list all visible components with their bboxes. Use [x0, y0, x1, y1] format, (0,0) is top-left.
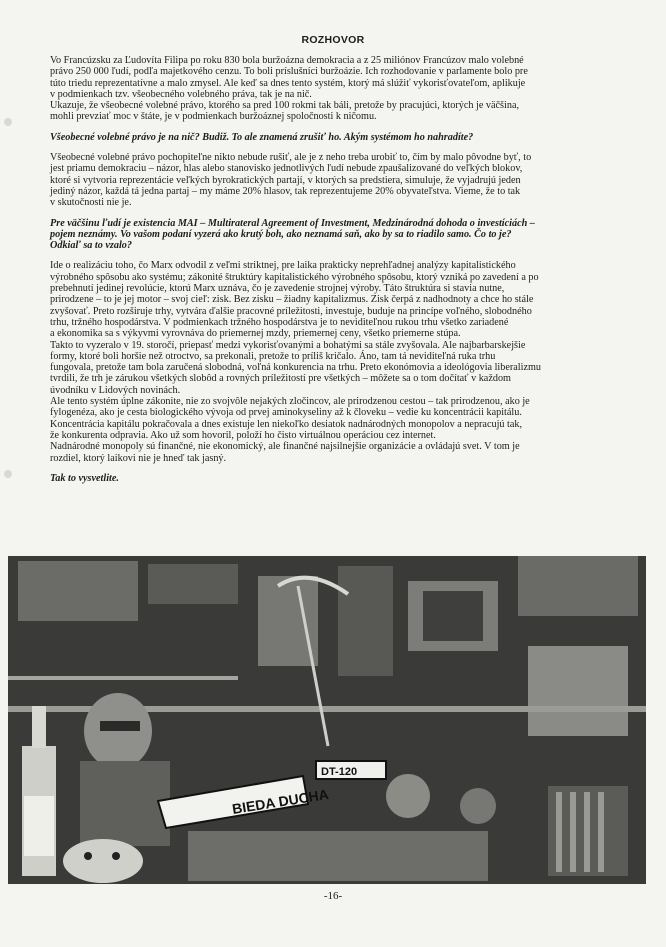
text-line: tvrdili, že trh je zárukou všetkých slobôd a rovných príležitostí pre všetkých – môžete sa o tom dočítať v každom — [50, 373, 511, 385]
cartoon-illustration — [8, 556, 646, 884]
paragraph-gap — [50, 209, 616, 218]
text-line: že konkurenta odpravia. Ako už som hovoril, položí ho čisto virtuálnou operáciou cez internet. — [50, 429, 436, 441]
section-header: ROZHOVOR — [301, 34, 365, 46]
text-line: Ale tento systém úplne zákonite, nie zo svojvôle nejakých zločincov, ale prirodzenou cestou – tak prirodzenou, ako je — [50, 396, 530, 408]
text-line: jediný názor, každá tá jedna partaj – my máme 20% hlasov, tak reprezentujeme 20% obyvateľstva. Vieme, že to tak — [50, 185, 521, 197]
text-line: úvodníku v Lidových novinách. — [50, 384, 181, 396]
text-line: Takto to vyzeralo v 19. storočí, priepasť medzi vykorisťovanými a bohatými sa stále zvyšovala. Ale najbarbarskejšie — [50, 339, 526, 351]
text-line: Všeobecné volebné právo je na nič? Budiž. To ale znamená zrušiť ho. Akým systémom ho nahradíte? — [50, 131, 474, 143]
article-body — [50, 55, 616, 484]
text-line: Odkiaľ sa to vzalo? — [50, 240, 132, 252]
text-line: a ekonomika sa s výkyvmi vyrovnáva do priemernej mzdy, priemernej ceny, všetko priemerne stúpa. — [50, 328, 461, 340]
text-line: Koncentrácia kapitálu pokračovala a dnes existuje len niekoľko desiatok nadnárodných monopolov a nepracujú tak, — [50, 418, 523, 430]
text-line: v podmienkach tzv. všeobecného volebného práva, tak je na nič. — [50, 88, 312, 100]
punch-hole-mark — [4, 118, 12, 126]
text-line: jest priamu demokraciu – názor, hlas alebo stanovisko jednotlivých ľudí nebude zpaušalizované do veľkých blokov, — [50, 163, 523, 175]
text-line: rozdiel, ktorý laikovi nie je hneď tak jasný. — [50, 452, 227, 464]
text-line: túto triedu reprezentatívne a malo zmysel. Ale keď sa dnes tento systém, ktorý má slúžiť vykorisťovateľom, aplikuje — [50, 77, 526, 89]
text-line: Ukazuje, že všeobecné volebné právo, ktorého sa pred 100 rokmi tak báli, pretože by pracujúci, ktorých je väčšina, — [50, 100, 520, 112]
text-line: zvyšovať. Preto rozširuje trhy, vytvára ďalšie pracovné príležitosti, investuje, buduje na princípe voľného, slobodného — [50, 305, 532, 317]
text-line: pojem neznámy. Vo vašom podaní vyzerá ako krutý boh, ako neznamá saň, ako by sa to riadilo samo. Čo to je? — [50, 228, 512, 240]
text-line: trhu, tržného hospodárstva. V podmienkach tržného hospodárstva je to neviditeľnou rukou trhu všetko zariadené — [50, 316, 509, 328]
text-line: výrobného spôsobu ako systému; zákonité štruktúry kapitalistického výrobného spôsobu, ktorý vzniká po zavedení a po — [50, 271, 539, 283]
text-line: právo 250 000 ľudí, podľa majetkového cenzu. To boli príslušníci buržoázie. Ich rozhodovanie v parlamente bolo pre — [50, 66, 528, 78]
answer-paragraph — [50, 152, 616, 208]
text-line: mohli prevziať moc v štáte, je v podmienkach buržoáznej spoločnosti k ničomu. — [50, 111, 377, 123]
answer-paragraph — [50, 260, 616, 463]
text-line: Nadnárodné monopoly sú finančné, nie ekonomický, ale finančné najsilnejšie organizácie a ovládajú svet. V tom je — [50, 441, 520, 453]
interview-question — [50, 132, 616, 143]
punch-hole-mark — [4, 470, 12, 478]
answer-paragraph — [50, 55, 616, 123]
text-line: fylogenéza, ako je cesta biologického vývoja od prvej aminokyseliny až k človeku – vedie ku koncentrácii kapitálu. — [50, 407, 522, 419]
text-line: ktoré si vytvoria reprezentácie veľkých byrokratických partají, v ktorých sa predstiera, simuluje, že vyjadrujú jeden — [50, 174, 521, 186]
text-line: Tak to vysvetlite. — [50, 472, 119, 484]
text-line: Ide o realizáciu toho, čo Marx odvodil z veľmi striktnej, pre laika prakticky neprehľadnej analýzy kapitalistického — [50, 260, 516, 272]
interview-question — [50, 473, 616, 484]
text-line: prirodzene – to je jej motor – svoj cieľ: zisk. Bez zisku – žiadny kapitalizmus. Zisk čerpá z nadhodnoty a chce ho stále — [50, 294, 534, 306]
cartoon-plate-text: DT-120 — [321, 766, 358, 778]
text-line: prebehnutí jedinej revolúcie, ktorú Marx uznáva, čo je zavedenie strojnej výroby. Táto štruktúra si stavia nutne, — [50, 283, 505, 295]
text-line: Pre väčšinu ľudí je existencia MAI – Multirateral Agreement of Investment, Medzinárodná dohoda o investíciách – — [50, 217, 535, 229]
text-line: fungovala, pretože tam bola zaručená slobodná, voľná konkurencia na trhu. Preto ekonómovia a ideológovia liberalizmu — [50, 362, 541, 374]
paragraph-gap — [50, 251, 616, 260]
text-line: Všeobecné volebné právo pochopiteľne nikto nebude rušiť, ale je z neho treba urobiť to, čím by malo pôvodne byť, to — [50, 152, 532, 164]
text-line: Vo Francúzsku za Ľudovíta Filipa po roku 830 bola buržoázna demokracia a z 25 miliónov Francúzov malo volebné — [50, 55, 524, 66]
text-line: v skutočnosti nie je. — [50, 197, 132, 209]
paragraph-gap — [50, 123, 616, 132]
page-number: -16- — [323, 890, 343, 902]
paragraph-gap — [50, 464, 616, 473]
interview-question — [50, 218, 616, 252]
text-line: formy, ktoré boli horšie než otroctvo, sa prekonali, pretože to príliš kričalo. Áno, tam tá neviditeľná ruka trhu — [50, 350, 496, 362]
paragraph-gap — [50, 143, 616, 152]
cartoon-sign-text: BIEDA DUCHA — [230, 785, 330, 817]
